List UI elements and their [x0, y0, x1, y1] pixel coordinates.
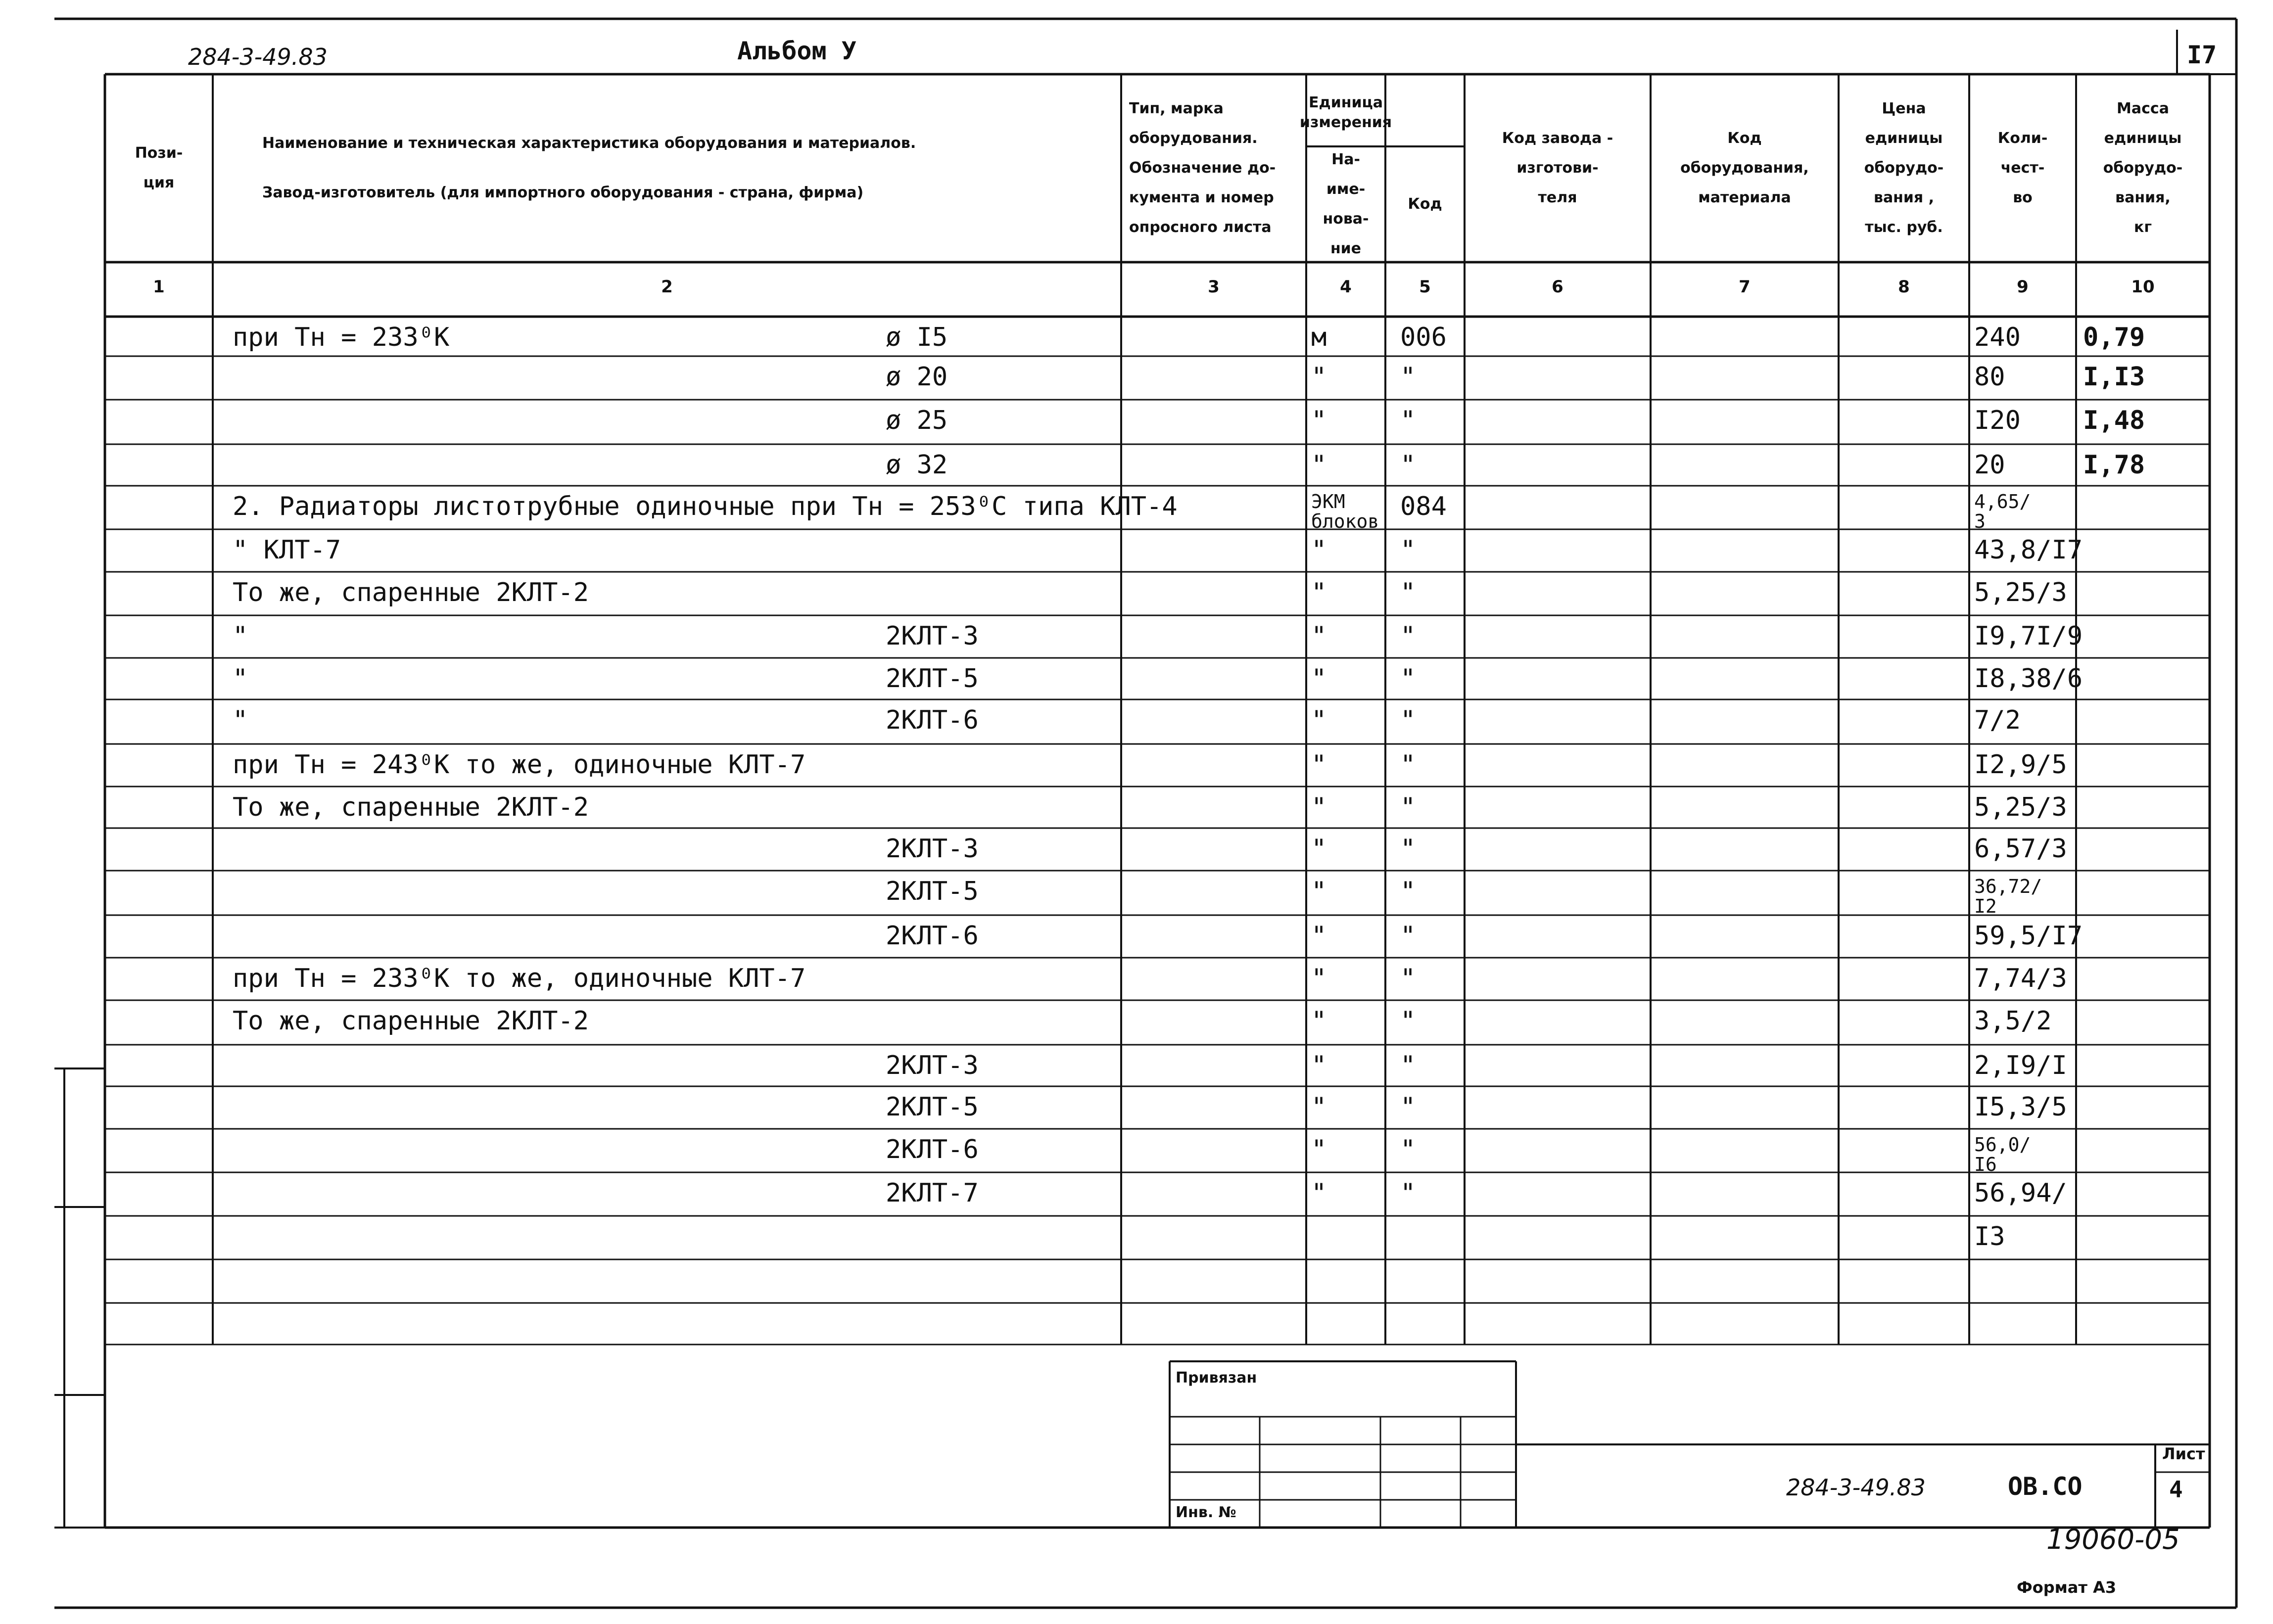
table-row	[0, 1216, 2273, 1259]
column-header-3: Тип, марка оборудования. Обозначение до- кумента и номер опросного листа	[1129, 100, 1276, 236]
row-unit: "	[1311, 1178, 1327, 1208]
table-row	[0, 958, 2273, 1000]
row-quantity: I3	[1974, 1222, 2005, 1252]
row-name: при Тн = 233⁰К то же, одиночные КЛТ-7	[233, 964, 806, 993]
row-unit: "	[1311, 664, 1327, 694]
row-unit: "	[1311, 877, 1327, 906]
row-name: "	[233, 621, 248, 651]
row-code: "	[1400, 450, 1416, 480]
row-unit: "	[1311, 621, 1327, 651]
column-header-10: Масса единицы оборудо- вания, кг	[2103, 100, 2183, 236]
row-code: "	[1400, 792, 1416, 822]
row-unit: "	[1311, 578, 1327, 607]
column-number-7: 7	[1739, 277, 1751, 297]
row-unit: "	[1311, 1051, 1327, 1080]
table-row	[0, 871, 2273, 915]
column-number-1: 1	[153, 277, 165, 297]
row-name: "	[233, 664, 248, 694]
row-name: То же, спаренные 2КЛТ-2	[233, 578, 589, 607]
row-mass: I,I3	[2083, 362, 2145, 392]
row-unit: "	[1311, 362, 1327, 392]
row-quantity: 59,5/I7	[1974, 921, 2083, 951]
row-unit: "	[1311, 964, 1327, 993]
column-number-2: 2	[661, 277, 673, 297]
row-code: "	[1400, 664, 1416, 694]
row-unit: "	[1311, 450, 1327, 480]
row-code: "	[1400, 1092, 1416, 1122]
row-code: "	[1400, 621, 1416, 651]
row-unit: "	[1311, 406, 1327, 435]
table-row	[0, 400, 2273, 444]
row-unit: "	[1311, 1135, 1327, 1164]
row-size: 2КЛТ-3	[886, 834, 979, 864]
table-row	[0, 1259, 2273, 1303]
row-code: "	[1400, 406, 1416, 435]
column-header-1: Пози- ция	[135, 144, 183, 191]
row-size: 2КЛТ-3	[886, 1051, 979, 1080]
table-row	[0, 529, 2273, 572]
table-row	[0, 317, 2273, 356]
row-size: ø 32	[886, 450, 948, 480]
row-quantity: I9,7I/9	[1974, 621, 2083, 651]
row-quantity: 43,8/I7	[1974, 535, 2083, 565]
row-quantity: I2,9/5	[1974, 750, 2067, 780]
table-row	[0, 744, 2273, 787]
row-code: "	[1400, 705, 1416, 735]
row-code: "	[1400, 1006, 1416, 1036]
row-quantity: 56,0/ I6	[1974, 1134, 2031, 1175]
row-quantity: 7,74/3	[1974, 964, 2067, 993]
row-size: 2КЛТ-6	[886, 1135, 979, 1164]
table-row	[0, 1045, 2273, 1086]
row-unit: "	[1311, 535, 1327, 565]
column-number-8: 8	[1898, 277, 1910, 297]
row-mass: I,48	[2083, 406, 2145, 435]
row-quantity: 80	[1974, 362, 2005, 392]
row-name: при Тн = 233⁰К	[233, 323, 450, 352]
table-row	[0, 1086, 2273, 1129]
page-number: I7	[2187, 41, 2217, 69]
sheet-number: 4	[2169, 1476, 2183, 1503]
column-header-7: Код оборудования, материала	[1680, 130, 1809, 206]
row-code: "	[1400, 1178, 1416, 1208]
column-header-4: На- име- нова- ние	[1323, 151, 1369, 257]
table-row	[0, 915, 2273, 958]
format-label: Формат А3	[2017, 1578, 2117, 1597]
column-header-5: Код	[1408, 195, 1442, 213]
row-name: "	[233, 705, 248, 735]
row-code: "	[1400, 578, 1416, 607]
row-unit: "	[1311, 705, 1327, 735]
row-quantity: 3,5/2	[1974, 1006, 2052, 1036]
unit-group-header: Единица измерения	[1299, 94, 1392, 131]
row-code: "	[1400, 877, 1416, 906]
table-row	[0, 615, 2273, 658]
row-size: 2КЛТ-5	[886, 664, 979, 694]
row-name: при Тн = 243⁰К то же, одиночные КЛТ-7	[233, 750, 806, 780]
row-name: 2. Радиаторы листотрубные одиночные при Тн = 253⁰С типа КЛТ-4	[233, 492, 1178, 521]
column-header-2: Наименование и техническая характеристика оборудования и материалов. Завод-изготовитель (для импортного оборудования - страна, фирма)	[262, 135, 916, 201]
row-quantity: 36,72/ I2	[1974, 876, 2042, 917]
row-code: "	[1400, 362, 1416, 392]
table-row	[0, 828, 2273, 871]
row-size: 2КЛТ-3	[886, 621, 979, 651]
row-quantity: 6,57/3	[1974, 834, 2067, 864]
album-title: Альбом У	[737, 37, 856, 65]
column-number-9: 9	[2017, 277, 2029, 297]
row-unit: ЭКМ блоков	[1311, 491, 1379, 532]
row-quantity: 7/2	[1974, 705, 2021, 735]
table-row	[0, 699, 2273, 744]
row-name: " КЛТ-7	[233, 535, 341, 565]
row-size: ø 25	[886, 406, 948, 435]
archive-number: 19060-05	[2046, 1524, 2180, 1556]
column-number-4: 4	[1340, 277, 1352, 297]
row-quantity: 240	[1974, 323, 2021, 352]
row-size: 2КЛТ-7	[886, 1178, 979, 1208]
row-size: ø 20	[886, 362, 948, 392]
column-number-6: 6	[1552, 277, 1563, 297]
row-code: "	[1400, 834, 1416, 864]
row-mass: I,78	[2083, 450, 2145, 480]
row-code: 084	[1400, 492, 1447, 521]
row-code: "	[1400, 535, 1416, 565]
row-name: То же, спаренные 2КЛТ-2	[233, 792, 589, 822]
row-quantity: I20	[1974, 406, 2021, 435]
privyazan-label: Привязан	[1176, 1369, 1257, 1387]
row-code: "	[1400, 1051, 1416, 1080]
row-code: 006	[1400, 323, 1447, 352]
column-number-5: 5	[1419, 277, 1431, 297]
doc-suffix: ОВ.СО	[2008, 1472, 2083, 1501]
row-quantity: 20	[1974, 450, 2005, 480]
row-size: ø I5	[886, 323, 948, 352]
table-row	[0, 356, 2273, 400]
row-code: "	[1400, 964, 1416, 993]
table-row	[0, 1172, 2273, 1216]
row-unit: "	[1311, 792, 1327, 822]
row-quantity: I5,3/5	[1974, 1092, 2067, 1122]
table-row	[0, 444, 2273, 486]
row-size: 2КЛТ-5	[886, 1092, 979, 1122]
table-row	[0, 787, 2273, 828]
sheet-label: Лист	[2162, 1444, 2205, 1463]
table-row	[0, 658, 2273, 699]
doc-code-bottom: 284-3-49.83	[1786, 1474, 1926, 1501]
column-header-6: Код завода - изготови- теля	[1502, 130, 1613, 206]
doc-code-top: 284-3-49.83	[188, 44, 328, 70]
table-row	[0, 1129, 2273, 1175]
row-quantity: 5,25/3	[1974, 578, 2067, 607]
column-number-3: 3	[1208, 277, 1220, 297]
row-unit: "	[1311, 834, 1327, 864]
column-header-8: Цена единицы оборудо- вания , тыс. руб.	[1864, 100, 1944, 236]
row-quantity: I8,38/6	[1974, 664, 2083, 694]
row-unit: "	[1311, 1092, 1327, 1122]
row-mass: 0,79	[2083, 323, 2145, 352]
table-row	[0, 572, 2273, 615]
row-unit: "	[1311, 750, 1327, 780]
row-quantity: 5,25/3	[1974, 792, 2067, 822]
row-size: 2КЛТ-6	[886, 921, 979, 951]
table-row	[0, 1000, 2273, 1045]
row-quantity: 4,65/ 3	[1974, 491, 2031, 532]
row-size: 2КЛТ-6	[886, 705, 979, 735]
row-unit: м	[1311, 323, 1327, 352]
inv-no-label: Инв. №	[1176, 1504, 1236, 1521]
row-unit: "	[1311, 1006, 1327, 1036]
column-number-10: 10	[2131, 277, 2155, 297]
row-quantity: 2,I9/I	[1974, 1051, 2067, 1080]
row-code: "	[1400, 1135, 1416, 1164]
table-row	[0, 486, 2273, 532]
row-quantity: 56,94/	[1974, 1178, 2067, 1208]
row-code: "	[1400, 921, 1416, 951]
row-size: 2КЛТ-5	[886, 877, 979, 906]
row-unit: "	[1311, 921, 1327, 951]
row-name: То же, спаренные 2КЛТ-2	[233, 1006, 589, 1036]
row-code: "	[1400, 750, 1416, 780]
column-header-9: Коли- чест- во	[1997, 130, 2048, 206]
table-row	[0, 1303, 2273, 1345]
